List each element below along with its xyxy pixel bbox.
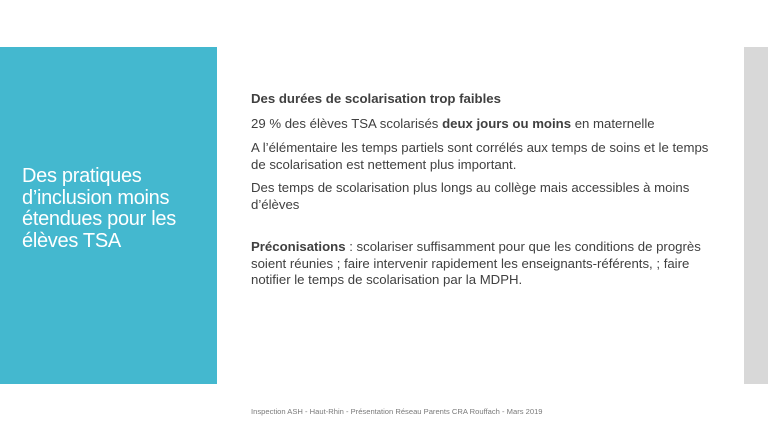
stat-suffix: en maternelle	[571, 115, 655, 131]
side-strip	[744, 47, 768, 384]
recommendations-label: Préconisations	[251, 239, 346, 254]
slide-title: Des pratiques d’inclusion moins étendues pour les élèves TSA	[22, 165, 176, 252]
recommendations-text: : scolariser suffisamment pour que les conditions de progrès soient réunies ; faire intervenir rapidement les enseignants-référents, ; faire notifier le temps de scolarisation par la MDPH.	[251, 239, 701, 287]
college-paragraph: Des temps de scolarisation plus longs au collège mais accessibles à moins d’élèves	[251, 180, 690, 212]
stat-prefix: 29 % des élèves TSA scolarisés	[251, 115, 443, 131]
recommendations-paragraph	[251, 239, 716, 289]
content-heading: Des durées de scolarisation trop faibles	[251, 91, 501, 106]
stat-emphasis: deux jours ou moins	[442, 115, 572, 131]
elementary-paragraph: A l’élémentaire les temps partiels sont corrélés aux temps de soins et le temps de scolarisation est nettement plus important.	[251, 140, 709, 172]
slide-footer: Inspection ASH - Haut-Rhin - Présentation Réseau Parents CRA Rouffach - Mars 2019	[251, 407, 543, 416]
stat-paragraph	[251, 116, 716, 133]
slide-content	[251, 91, 716, 289]
